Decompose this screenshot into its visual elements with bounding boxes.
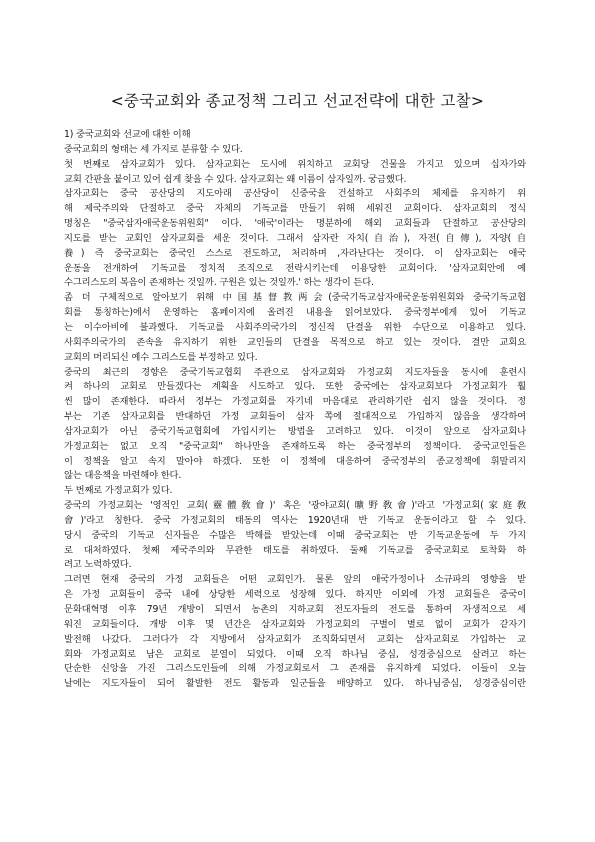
- text-line: 명칭은 "중국삼자애국운동위원회" 이다. '애국'이라는 명분하에 해외 교회들과 단절하고 공산당의: [64, 218, 526, 230]
- text-line: 교회 간판을 붙이고 있어 쉽게 찾을 수 있다. 삼자교회는 왜 이름이 삼자일까. 궁금했다.: [64, 173, 407, 185]
- text-line: 중국의 최근의 경향은 중국기독교협회 주관으로 삼자교회와 가정교회 지도자들을 동시에 훈련시: [64, 366, 526, 378]
- text-line: 는 이수아비에 불과했다. 기독교를 사회주의국가의 정신적 단결을 위한 수단으로 이용하고 있다.: [64, 321, 526, 333]
- text-line: 않는 대응책을 마련해야 한다.: [64, 470, 182, 482]
- text-line: 단순한 신앙을 가진 그리스도인들에 의해 가정교회로서 그 존재를 유지하게 되었다. 이들이 오늘: [64, 663, 526, 675]
- text-line: 그러면 현재 중국의 가정 교회들은 어떤 교회인가. 물론 앞의 애국가정이나 소규파의 영향을 받: [64, 574, 526, 586]
- text-line: 중국교회의 형태는 세 가지로 분류할 수 있다.: [64, 143, 243, 155]
- text-line: 회와 가정교회로 남은 교회로 분열이 되었다. 이때 오직 하나님 중심, 성경중심으로 살려고 하는: [64, 648, 526, 660]
- text-line: 로 대처하였다. 첫째 제국주의와 무관한 태도를 취하였다. 둘째 기독교를 중국교회로 토착화 하: [64, 544, 526, 556]
- text-line: 부는 기존 삼자교회를 반대하던 가정 교회들이 삼자 쪽에 절대적으로 가입하지 않음을 생각하여: [64, 411, 526, 423]
- document-body: [64, 128, 526, 692]
- text-line: 수그리스도의 복음이 존재하는 것일까. 구원은 있는 것일까.' 하는 생각이 든다.: [64, 277, 374, 289]
- text-line: 중국의 가정교회는 '영적인 교회(靈體敎會)' 혹은 '광야교회(曠野敎會)'라고 '가정교회(家庭敎: [64, 500, 526, 512]
- text-line: 켜 하나의 교회로 만들겠다는 계획을 시도하고 있다. 또한 중국에는 삼자교회보다 가정교회가 훨: [64, 381, 526, 393]
- text-line: 당시 중국의 기독교 신자들은 수많은 박해를 받았는데 이때 중국교회는 반 기독교운동에 두 가지: [64, 529, 526, 541]
- text-line: 삼자교회가 아닌 중국기독교협회에 가입시키는 방법을 고려하고 있다. 이것이 앞으로 삼자교회나: [64, 425, 526, 437]
- text-line: 좀 더 구체적으로 알아보기 위해 中国基督教两会(중국기독교삼자애국운동위원회와 중국기독교협: [64, 292, 526, 304]
- text-line: 會)'라고 칭한다. 중국 가정교회의 태동의 역사는 1920년대 반 기독교 운동이라고 할 수 있다.: [64, 514, 526, 526]
- text-line: 사회주의국가의 존속을 유지하기 위한 교인들의 단결을 목적으로 하고 있는 것이다. 결만 교회요: [64, 336, 526, 348]
- text-line: 날에는 지도자들이 되어 활발한 전도 활동과 일군들을 배양하고 있다. 하나님중심, 성경중심이란: [64, 678, 526, 690]
- text-line: 씬 많이 존재한다. 따라서 정부는 가정교회를 자기네 마음대로 관리하기란 쉽지 않을 것이다. 정: [64, 396, 526, 408]
- text-line: 가정교회는 없고 오직 "중국교회" 하나만을 존재하도록 하는 중국정부의 정책이다. 중국교인들은: [64, 440, 526, 452]
- text-line: 두 번째로 가정교회가 있다.: [64, 485, 173, 497]
- text-line: 삼자교회는 중국 공산당의 지도아래 공산당이 신중국을 건설하고 사회주의 체제를 유지하기 위: [64, 188, 526, 200]
- text-line: 이 정책을 알고 속지 말아야 하겠다. 또한 이 정책에 대응하여 중국정부의 종교정책에 휘말리지: [64, 455, 526, 467]
- text-line: 발전해 나갔다. 그러다가 각 지방에서 삼자교회가 조직화되면서 교회는 삼자교회로 가입하는 교: [64, 633, 526, 645]
- text-line: 문화대혁명 이후 79년 개방이 되면서 농촌의 지하교회 전도자들의 전도를 통하여 자생적으로 세: [64, 604, 526, 615]
- text-line: 회를 통칭하는)에서 운영하는 홈페이지에 올려진 내용을 읽어보았다. 중국정부에게 있어 기독교: [64, 307, 526, 319]
- text-line: 운동을 전개하여 기독교를 정치적 조직으로 전락시키는데 이용당한 교회이다. '삼자교회안에 예: [64, 262, 526, 274]
- text-line: 지도를 받는 교회인 삼자교회를 세운 것이다. 그래서 삼자란 자치(自治), 자전(自傳), 자양(自: [64, 232, 526, 244]
- document-title: <중국교회와 종교정책 그리고 선교전략에 대한 고찰>: [110, 92, 485, 110]
- text-line: 첫 번째로 삼자교회가 있다. 삼자교회는 도시에 위치하고 교회당 건물을 가지고 있으며 십자가와: [64, 158, 526, 170]
- text-line: 해 제국주의와 단절하고 중국 자체의 기독교를 만들기 위해 세워진 교회이다. 삼자교회의 정식: [64, 203, 526, 215]
- text-line: 려고 노력하였다.: [64, 559, 132, 571]
- text-line: 1) 중국교회와 선교에 대한 이해: [64, 129, 191, 140]
- text-line: 은 가정 교회들이 중국 내에 상당한 세력으로 성장해 있다. 하지만 이외에 가정 교회들은 중국이: [64, 589, 526, 601]
- text-line: 워진 교회들이다. 개방 이후 몇 년간은 삼자교회와 가정교회의 구별이 별로 없이 교회가 같자기: [64, 618, 526, 630]
- text-line: 養) 즉 중국교회는 중국인 스스로 전도하고, 처리하며 ,자라난다는 것이다. 이 삼자교회는 애국: [64, 247, 526, 259]
- text-line: 교회의 머리되신 예수 그리스도를 부정하고 있다.: [64, 351, 258, 363]
